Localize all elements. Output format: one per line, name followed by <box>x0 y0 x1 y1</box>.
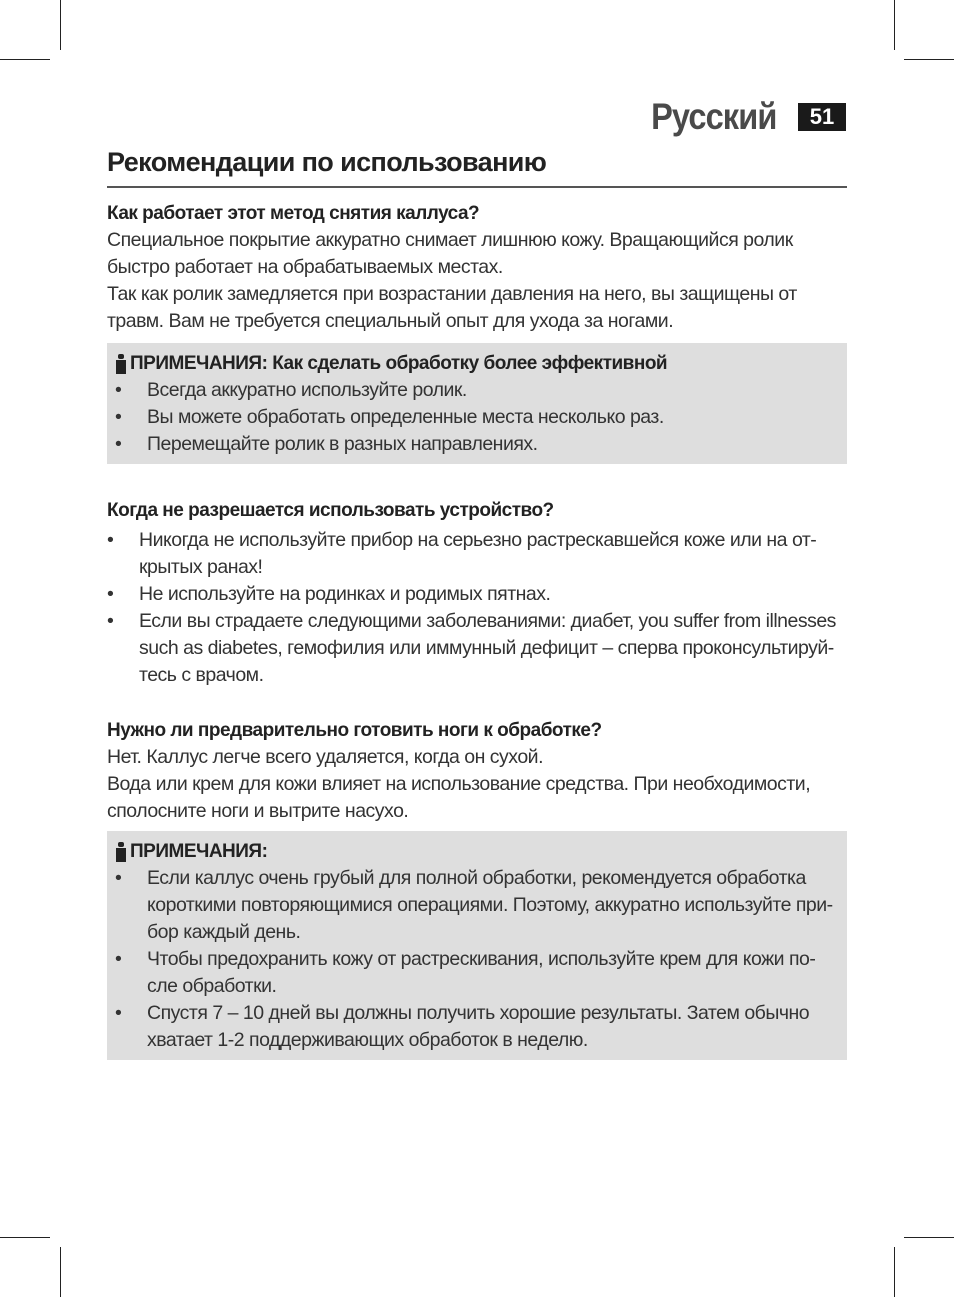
note-box-tips <box>107 831 847 1060</box>
bullet-icon: • <box>107 610 114 632</box>
list-item: • Всегда аккуратно используйте ролик. <box>107 377 847 404</box>
bullet-icon: • <box>115 433 122 455</box>
list-item: • Вы можете обработать определенные места несколько раз. <box>107 404 847 431</box>
list-item: • Спустя 7 – 10 дней вы должны получить хорошие результаты. Затем обычно хватает 1-2 поддерживающих обработок в неделю. <box>115 1002 810 1051</box>
list-item: • Перемещайте ролик в разных направлениях. <box>107 431 847 458</box>
section-title: Рекомендации по использованию <box>107 147 847 188</box>
list-item: • Не используйте на родинках и родимых пятнах. <box>107 581 847 608</box>
note-label: ПРИМЕЧАНИЯ: Как сделать обработку более эффективной <box>130 353 668 374</box>
question-how-it-works <box>107 200 847 335</box>
page-header <box>634 96 847 138</box>
crop-mark <box>60 1247 61 1297</box>
paragraph-line: Так как ролик замедляется при возрастании давления на него, вы защищены от <box>107 283 797 305</box>
paragraph-line: Специальное покрытие аккуратно снимает лишнюю кожу. Вращающийся ролик <box>107 229 793 251</box>
crop-mark <box>60 0 61 50</box>
bullet-icon: • <box>115 948 122 970</box>
crop-mark <box>0 1237 50 1238</box>
crop-mark <box>904 1237 954 1238</box>
note-heading <box>107 350 847 377</box>
bullet-icon: • <box>115 1002 122 1024</box>
question-preparation <box>107 717 847 825</box>
bullet-icon: • <box>115 406 122 428</box>
question-heading: Нужно ли предварительно готовить ноги к обработке? <box>107 720 602 741</box>
list-item: • Если вы страдаете следующими заболеваниями: диабет, you suffer from illnesses such as diabetes, гемофилия или иммунный дефицит – сперва проконсультируй- тесь с врачом. <box>107 610 836 686</box>
question-heading: Когда не разрешается использовать устройство? <box>107 500 554 521</box>
bullet-icon: • <box>107 529 114 551</box>
info-icon <box>115 842 127 862</box>
list-item: • Если каллус очень грубый для полной обработки, рекомендуется обработка короткими повторяющимися операциями. Поэтому, аккуратно используйте при- бор каждый день. <box>115 867 833 943</box>
question-when-not-to-use <box>107 497 847 689</box>
bullet-icon: • <box>115 379 122 401</box>
list-item: • Никогда не используйте прибор на серьезно растрескавшейся коже или на от- крытых ранах! <box>107 529 817 578</box>
paragraph-line: Вода или крем для кожи влияет на использование средства. При необходимости, <box>107 773 811 795</box>
note-heading <box>107 838 847 865</box>
note-label: ПРИМЕЧАНИЯ: <box>130 841 268 862</box>
page-number-badge: 51 <box>798 103 846 131</box>
language-title: Русский <box>650 96 776 137</box>
crop-mark <box>894 0 895 50</box>
warning-list <box>107 527 847 689</box>
paragraph-line: быстро работает на обрабатываемых местах. <box>107 256 503 278</box>
crop-mark <box>0 59 50 60</box>
info-icon <box>115 354 127 374</box>
crop-mark <box>894 1247 895 1297</box>
paragraph-line: травм. Вам не требуется специальный опыт для ухода за ногами. <box>107 310 674 332</box>
note-list <box>107 865 847 1054</box>
question-heading: Как работает этот метод снятия каллуса? <box>107 203 480 224</box>
paragraph-line: Нет. Каллус легче всего удаляется, когда он сухой. <box>107 746 543 768</box>
content <box>107 200 847 1060</box>
crop-mark <box>904 59 954 60</box>
note-list <box>107 377 847 458</box>
note-box-efficiency <box>107 343 847 464</box>
bullet-icon: • <box>115 867 122 889</box>
paragraph-line: сполосните ноги и вытрите насухо. <box>107 800 409 822</box>
bullet-icon: • <box>107 583 114 605</box>
list-item: • Чтобы предохранить кожу от растрескивания, используйте крем для кожи по- сле обработки. <box>115 948 816 997</box>
